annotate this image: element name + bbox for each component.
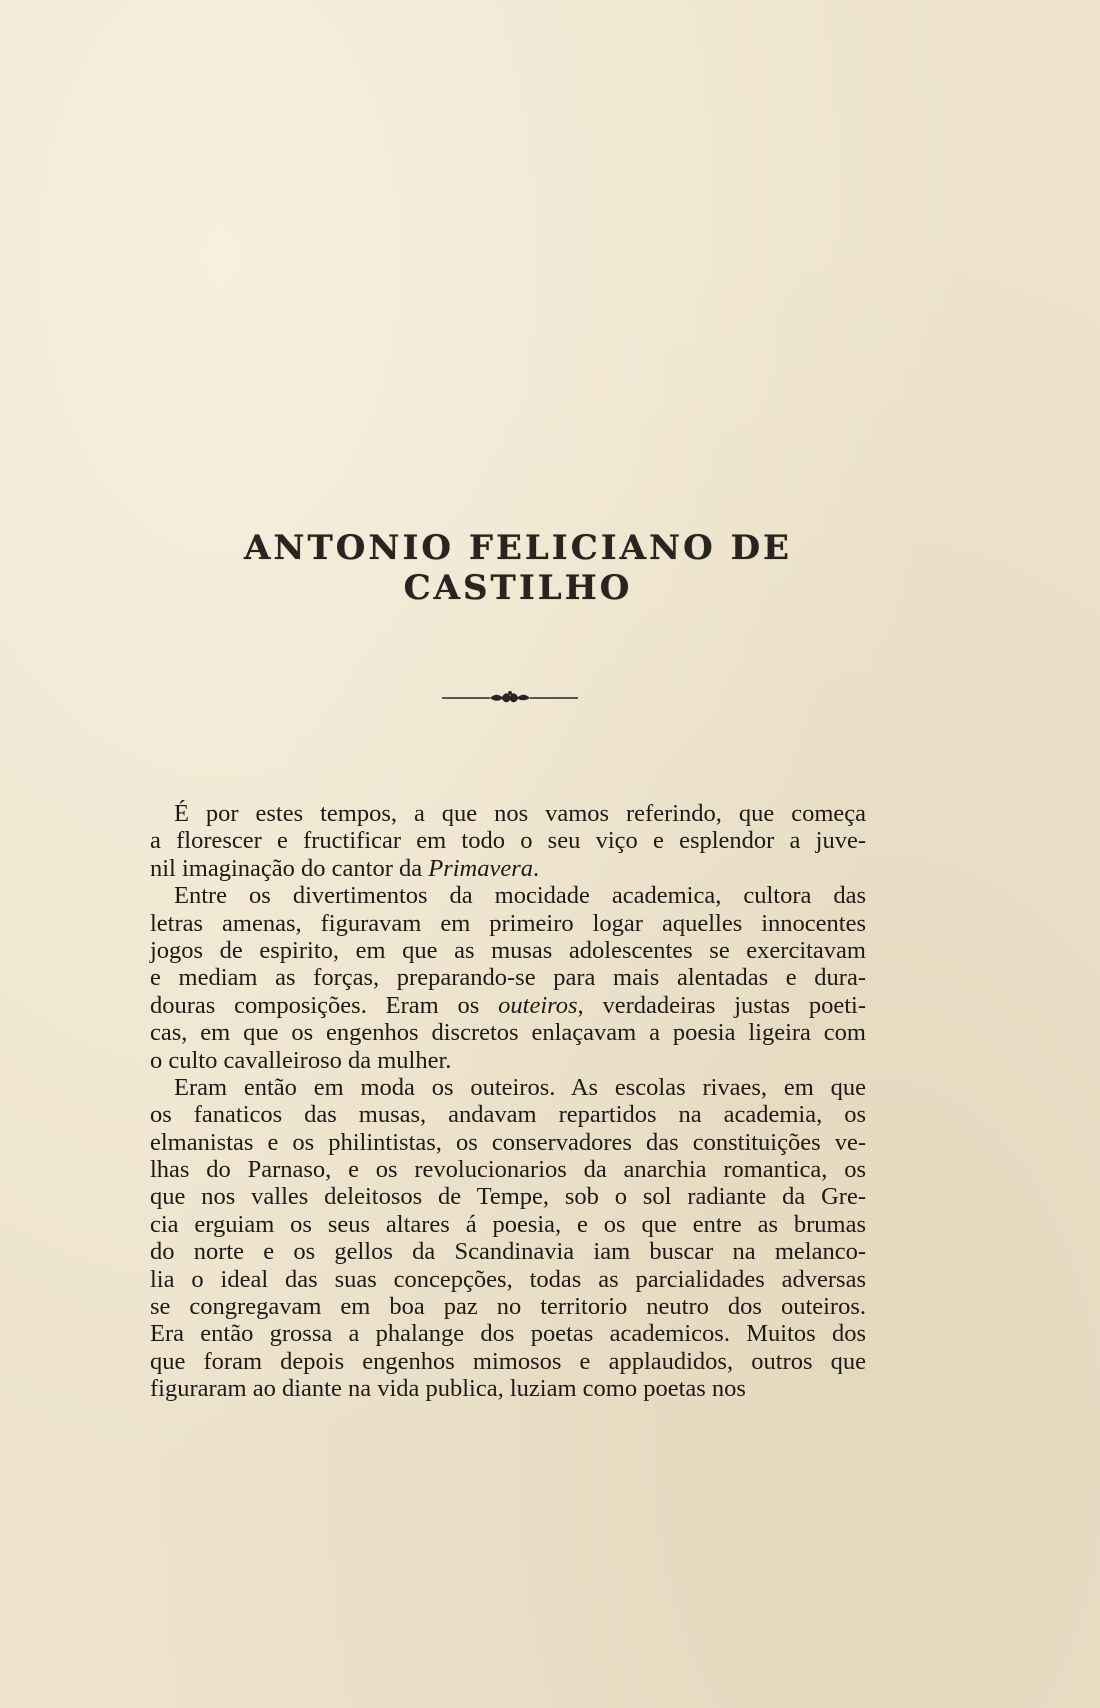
text-segment: se congregavam em boa paz no territorio neutro dos outeiros. bbox=[150, 1293, 866, 1321]
text-segment: o culto cavalleiroso da mulher. bbox=[150, 1046, 452, 1074]
text-segment: jogos de espirito, em que as musas adolescentes se exercitavam bbox=[150, 936, 866, 964]
text-line bbox=[150, 910, 866, 937]
text-segment: nil imaginação do cantor da bbox=[150, 854, 429, 882]
text-line bbox=[150, 1101, 866, 1128]
text-segment: letras amenas, figuravam em primeiro logar aquelles innocentes bbox=[150, 909, 866, 937]
text-segment: , verdadeiras justas poeti- bbox=[577, 991, 867, 1019]
text-segment: lhas do Parnaso, e os revolucionarios da anarchia romantica, os bbox=[150, 1156, 866, 1184]
text-segment: cia erguiam os seus altares á poesia, e os que entre as brumas bbox=[150, 1210, 866, 1238]
text-line bbox=[150, 1375, 866, 1402]
text-segment: Era então grossa a phalange dos poetas academicos. Muitos dos bbox=[150, 1320, 866, 1348]
text-line bbox=[150, 1348, 866, 1375]
text-line bbox=[150, 827, 866, 854]
text-line bbox=[150, 1211, 866, 1238]
text-segment: É por estes tempos, a que nos vamos referindo, que começa bbox=[174, 800, 866, 827]
text-segment: do norte e os gellos da Scandinavia iam buscar na melanco- bbox=[150, 1238, 866, 1266]
italic-term: Primavera bbox=[428, 854, 534, 882]
text-line bbox=[150, 1047, 866, 1074]
text-line bbox=[150, 937, 866, 964]
text-line bbox=[150, 882, 866, 909]
text-segment: lia o ideal das suas concepções, todas as parcialidades adversas bbox=[150, 1265, 866, 1293]
text-segment: os fanaticos das musas, andavam repartidos na academia, os bbox=[150, 1101, 866, 1129]
text-line bbox=[150, 992, 866, 1019]
text-segment: figuraram ao diante na vida publica, luziam como poetas nos bbox=[150, 1375, 746, 1403]
text-line bbox=[150, 1183, 866, 1210]
italic-term: outeiros bbox=[498, 991, 578, 1019]
text-segment: cas, em que os engenhos discretos enlaçavam a poesia ligeira com bbox=[150, 1019, 866, 1047]
text-segment: e mediam as forças, preparando-se para mais alentadas e dura- bbox=[150, 964, 866, 992]
text-segment: douras composições. Eram os bbox=[150, 991, 499, 1019]
fleuron-divider-icon bbox=[440, 686, 580, 710]
text-segment: que nos valles deleitosos de Tempe, sob o sol radiante da Gre- bbox=[150, 1183, 866, 1211]
text-line bbox=[150, 1156, 866, 1183]
text-line bbox=[150, 800, 866, 827]
text-line bbox=[150, 1293, 866, 1320]
text-segment: que foram depois engenhos mimosos e applaudidos, outros que bbox=[150, 1347, 866, 1375]
body-text bbox=[150, 800, 866, 1403]
text-segment: . bbox=[533, 854, 540, 882]
text-line bbox=[150, 855, 866, 882]
text-segment: elmanistas e os philintistas, os conservadores das constituições ve- bbox=[150, 1128, 866, 1156]
text-line bbox=[150, 1320, 866, 1347]
text-line bbox=[150, 964, 866, 991]
text-line bbox=[150, 1129, 866, 1156]
text-line bbox=[150, 1238, 866, 1265]
chapter-heading: ANTONIO FELICIANO DE CASTILHO bbox=[244, 528, 792, 608]
text-segment: Entre os divertimentos da mocidade academica, cultora das bbox=[174, 882, 866, 910]
text-segment: a florescer e fructificar em todo o seu viço e esplendor a juve- bbox=[150, 827, 866, 855]
text-line bbox=[150, 1019, 866, 1046]
text-line bbox=[150, 1074, 866, 1101]
text-segment: Eram então em moda os outeiros. As escolas rivaes, em que bbox=[174, 1073, 866, 1101]
text-line bbox=[150, 1266, 866, 1293]
